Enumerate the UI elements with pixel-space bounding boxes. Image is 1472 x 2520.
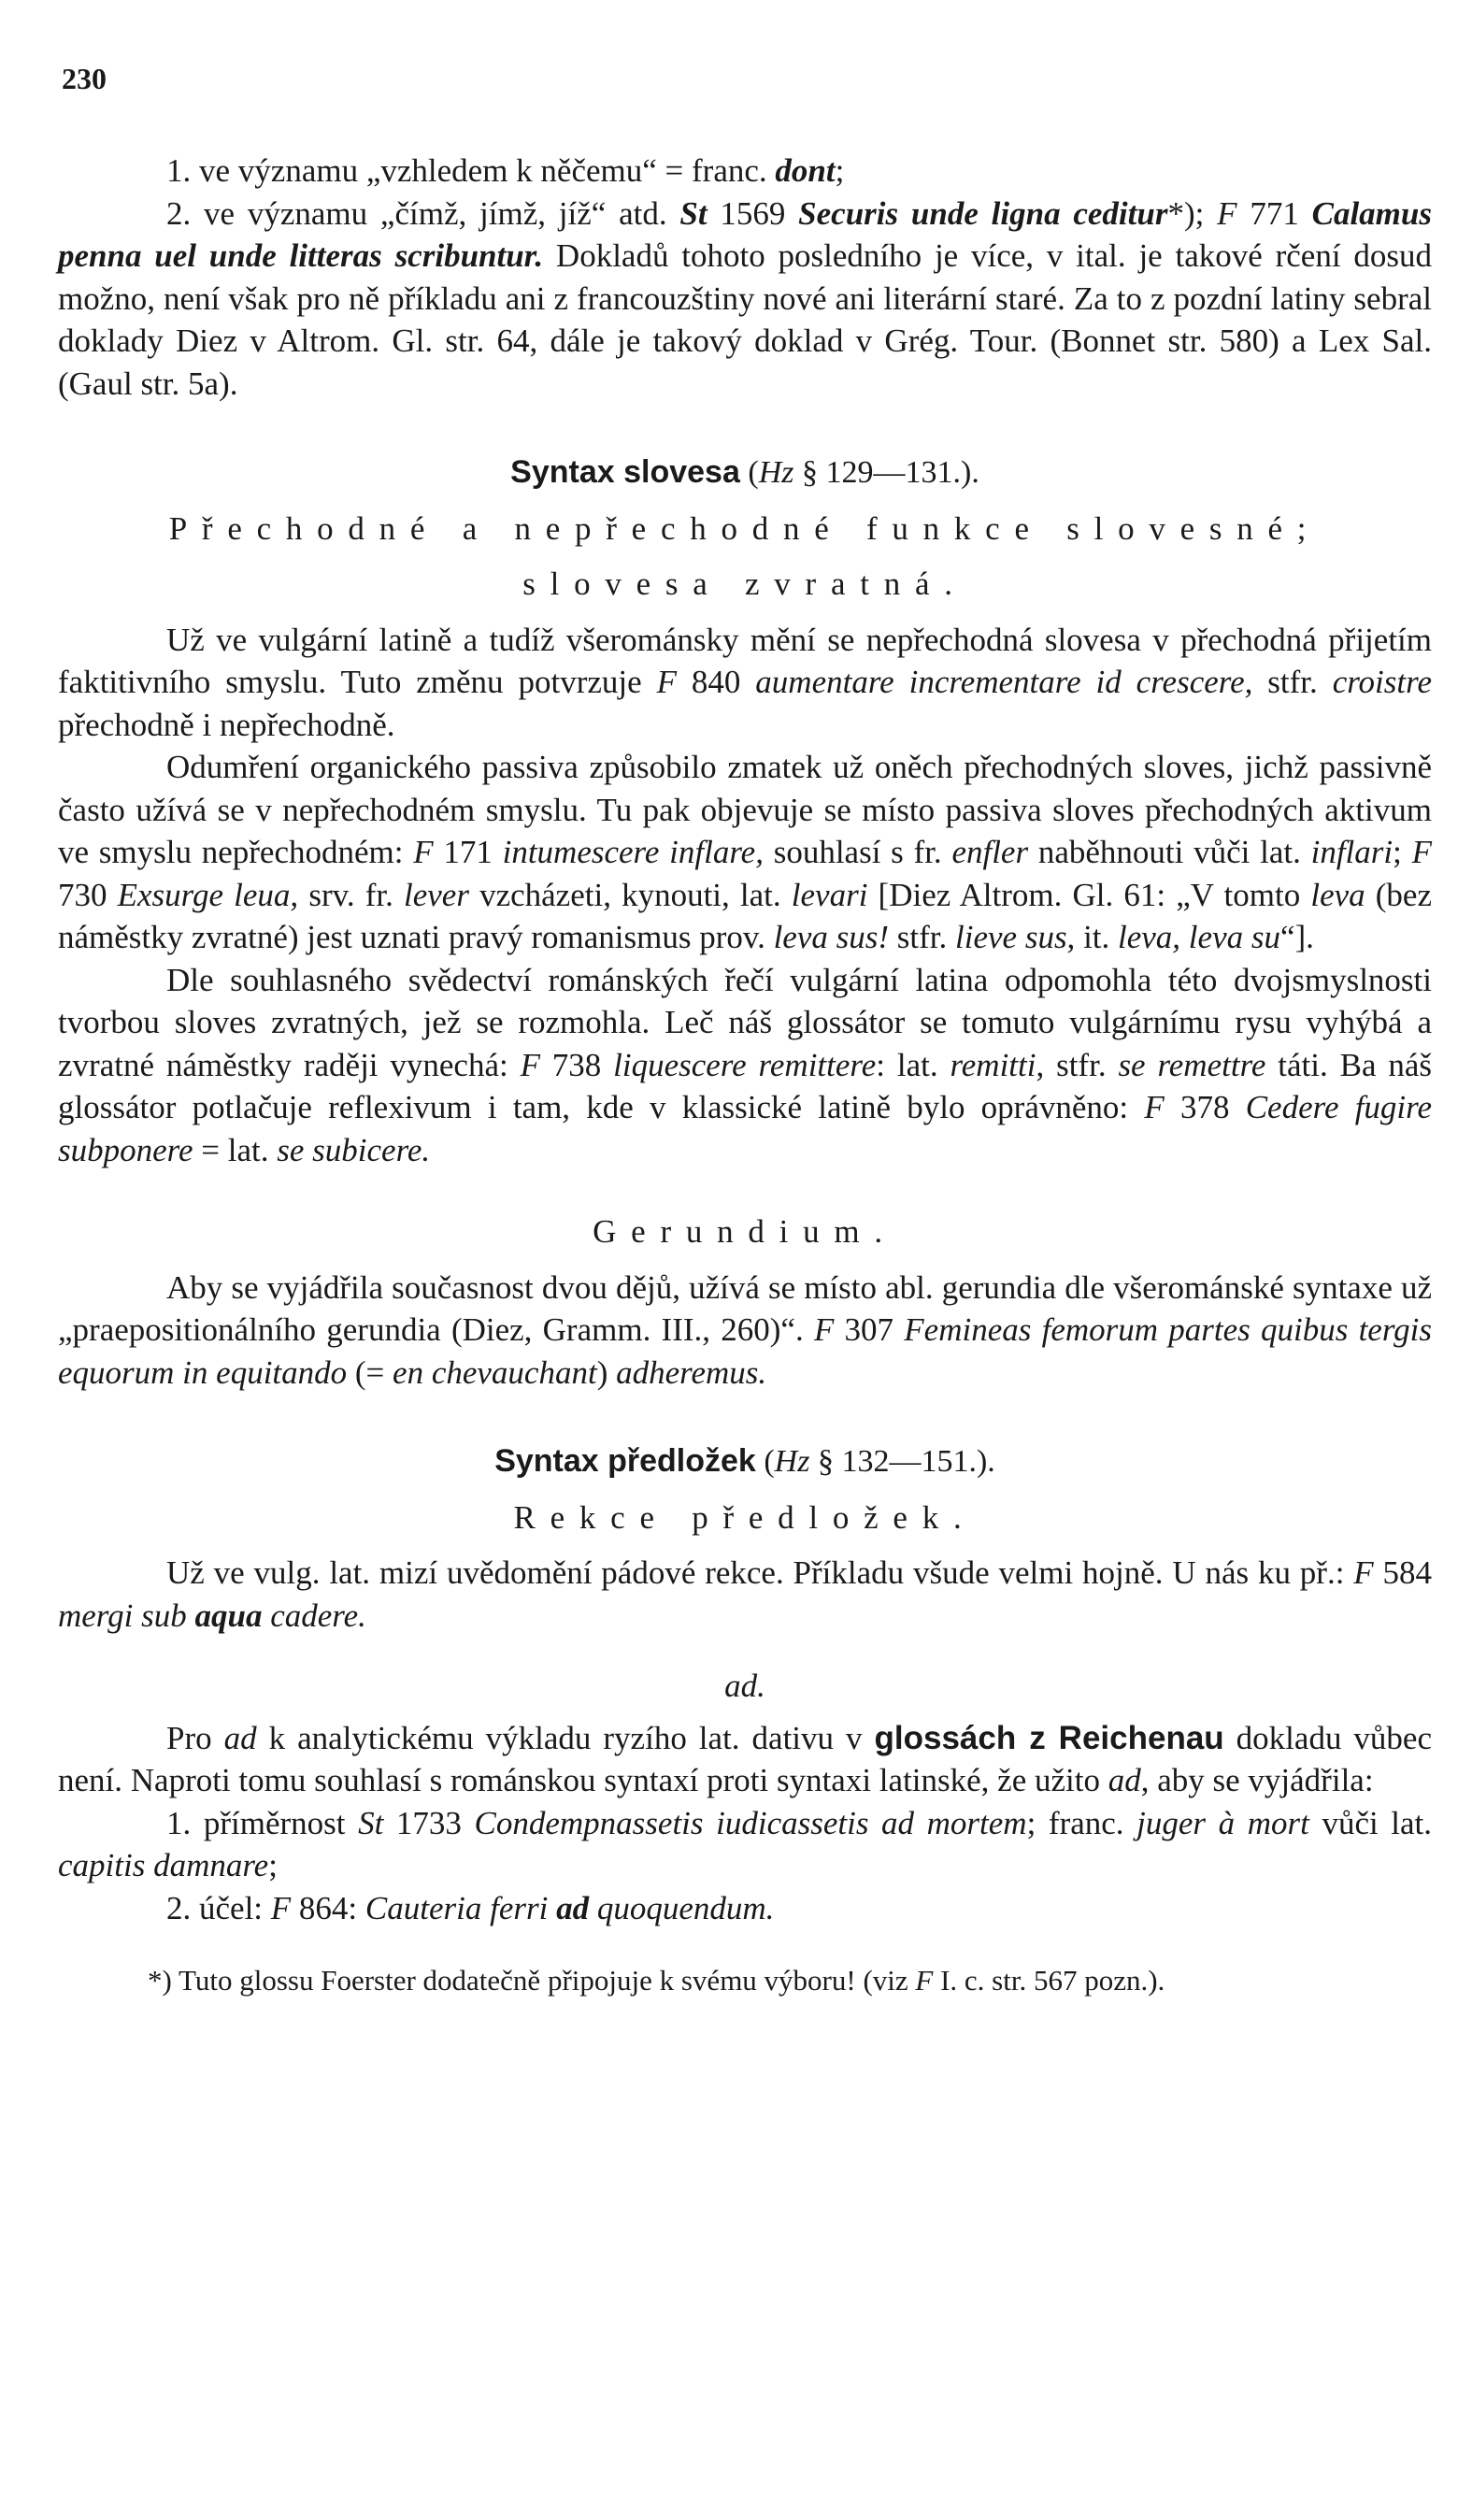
subheading-rekce-predlozek: Rekce předložek. bbox=[513, 1498, 977, 1536]
paragraph-prechodna-slovesa: Už ve vulgární latině a tudíž všerománsky mění se nepřechodná slovesa v přechodná přijetím faktitivního smyslu. Tuto změnu potvrzuje F 840 aumentare incrementare id crescere, stfr. croistre přechodně i nepřechodně. bbox=[58, 621, 1432, 743]
ad-item-1: 1. příměrnost St 1733 Condempnassetis iudicassetis ad mortem; franc. juger à mort vůči lat. capitis damnare; bbox=[58, 1804, 1433, 1883]
section-heading-syntax-predlozek: Syntax předložek (Hz § 132—151.). bbox=[494, 1443, 995, 1479]
section-heading-syntax-slovesa: Syntax slovesa (Hz § 129—131.). bbox=[510, 454, 979, 490]
intro-item-1: 1. ve významu „vzhledem k něčemu“ = franc. dont; bbox=[166, 152, 845, 189]
paragraph-gerundium: Aby se vyjádřila současnost dvou dějů, užívá se místo abl. gerundia dle všerománské syntaxe už „praepositionálního gerundia (Diez, Gramm. III., 260)“. F 307 Femineas femorum partes quibus tergis equorum in equitando (= en chevauchant) adheremus. bbox=[58, 1268, 1432, 1391]
subheading-slovesa-zvratna: slovesa zvratná. bbox=[522, 566, 967, 602]
subheading-ad: ad. bbox=[724, 1668, 765, 1704]
subheading-funkce-slovesne: Přechodné a nepřechodné funkce slovesné; bbox=[168, 509, 1322, 547]
paragraph-ad: Pro ad k analytickému výkladu ryzího lat. dativu v glossách z Reichenau dokladu vůbec není. Naproti tomu souhlasí s románskou syntaxí proti syntaxi latinské, že užito ad, aby se vyjádřila: bbox=[58, 1719, 1433, 1798]
paragraph-slovesa-zvratna: Dle souhlasného svědectví románských řečí vulgární latina odpomohla této dvojsmyslnosti tvorbou sloves zvratných, jež se rozmohla. Leč náš glossátor se tomuto vulgárnímu rysu vyhýbá a zvratné náměstky raději vynechá: F 738 liquescere remittere: lat. remitti, stfr. se remettre táti. Ba náš glossátor potlačuje reflexivum i tam, kde v klassické latině bylo oprávněno: F 378 Cedere fugire subponere = lat. se subicere. bbox=[58, 961, 1433, 1168]
paragraph-rekce: Už ve vulg. lat. mizí uvědomění pádové rekce. Příkladu všude velmi hojně. U nás ku př.: F 584 mergi sub aqua cadere. bbox=[58, 1554, 1433, 1634]
intro-item-2: 2. ve významu „čímž, jímž, jíž“ atd. St 1569 Securis unde ligna ceditur*); F 771 Calamus penna uel unde litteras scribuntur. Dokladů tohoto posledního je více, v ital. je takové rčení dosud možno, není však pro ně příkladu ani z francouzštiny nové ani literární staré. Za to z pozdní latiny sebral doklady Diez v Altrom. Gl. str. 64, dále je takový doklad v Grég. Tour. (Bonnet str. 580) a Lex Sal. (Gaul str. 5a). bbox=[58, 194, 1432, 402]
page-number: 230 bbox=[62, 62, 107, 95]
page-body bbox=[58, 150, 1432, 2000]
footnote: *) Tuto glossu Foerster dodatečně připojuje k svému výboru! (viz F I. c. str. 567 pozn.). bbox=[148, 1964, 1165, 1997]
paragraph-odumreni-passiva: Odumření organického passiva způsobilo zmatek už oněch přechodných sloves, jichž passivně často užívá se v nepřechodném smyslu. Tu pak objevuje se místo passiva sloves přechodných aktivum ve smyslu nepřechodném: F 171 intumescere inflare, souhlasí s fr. enfler naběhnouti vůči lat. inflari; F 730 Exsurge leua, srv. fr. lever vzcházeti, kynouti, lat. levari [Diez Altrom. Gl. 61: „V tomto leva (bez náměstky zvratné) jest uznati pravý romanismus prov. leva sus! stfr. lieve sus, it. leva, leva su“]. bbox=[58, 749, 1432, 955]
subheading-gerundium: Gerundium. bbox=[593, 1213, 897, 1250]
ad-item-2: 2. účel: F 864: Cauteria ferri ad quoquendum. bbox=[166, 1889, 775, 1926]
